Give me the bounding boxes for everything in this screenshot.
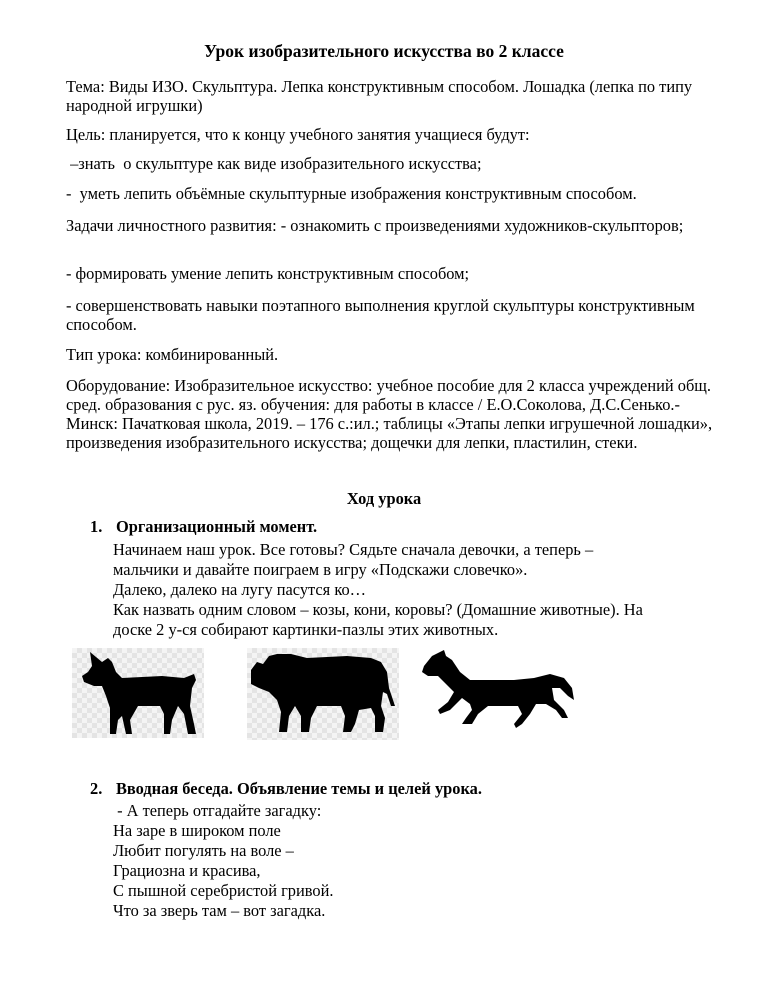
item-1-line: доске 2 у-ся собирают картинки-пазлы этих животных. xyxy=(113,620,499,639)
item-2-line: С пышной серебристой гривой. xyxy=(113,881,334,900)
item-2-heading: Вводная беседа. Объявление темы и целей урока. xyxy=(116,779,482,798)
goat-image xyxy=(72,648,204,738)
task-item-3: - совершенствовать навыки поэтапного выполнения круглой скульптуры конструктивным способом. xyxy=(66,296,695,334)
horse-image xyxy=(418,648,578,738)
horse-silhouette-icon xyxy=(418,648,578,738)
document-title: Урок изобразительного искусства во 2 классе xyxy=(204,41,564,61)
goal-item-2: - уметь лепить объёмные скульптурные изображения конструктивным способом. xyxy=(66,184,637,203)
goat-silhouette-icon xyxy=(72,648,204,738)
section-heading: Ход урока xyxy=(346,489,422,508)
theme-paragraph: Тема: Виды ИЗО. Скульптура. Лепка конструктивным способом. Лошадка (лепка по типу народной игрушки) xyxy=(66,77,693,115)
item-1-line: мальчики и давайте поиграем в игру «Подскажи словечко». xyxy=(113,560,528,579)
item-2-line: Грациозна и красива, xyxy=(113,861,261,880)
cow-image xyxy=(247,648,399,740)
item-1-line: Далеко, далеко на лугу пасутся ко… xyxy=(113,580,367,599)
item-1-line: Начинаем наш урок. Все готовы? Сядьте сначала девочки, а теперь – xyxy=(113,540,594,559)
item-2-number: 2. xyxy=(90,779,103,798)
goal-paragraph: Цель: планируется, что к концу учебного занятия учащиеся будут: xyxy=(66,125,530,144)
item-2-line: - А теперь отгадайте загадку: xyxy=(113,801,322,820)
task-item-2: - формировать умение лепить конструктивным способом; xyxy=(66,264,470,283)
goal-item-1: –знать о скульптуре как виде изобразительного искусства; xyxy=(66,154,482,173)
item-2-line: На заре в широком поле xyxy=(113,821,281,840)
item-1-heading: Организационный момент. xyxy=(116,517,318,536)
cow-silhouette-icon xyxy=(247,648,399,740)
item-2-line: Любит погулять на воле – xyxy=(113,841,294,860)
item-1-number: 1. xyxy=(90,517,103,536)
item-2-line: Что за зверь там – вот загадка. xyxy=(113,901,326,920)
tasks-paragraph: Задачи личностного развития: - ознакомить с произведениями художников-скульпторов; xyxy=(66,216,684,235)
item-1-line: Как назвать одним словом – козы, кони, коровы? (Домашние животные). На xyxy=(113,600,643,619)
lesson-type-paragraph: Тип урока: комбинированный. xyxy=(66,345,279,364)
equipment-paragraph: Оборудование: Изобразительное искусство: учебное пособие для 2 класса учреждений общ. сред. образования с рус. яз. обучения: для работы в классе / Е.О.Соколова, Д.С.Сенько.-Минск: Пачатковая школа, 2019. – 176 с.:ил.; таблицы «Этапы лепки игрушечной лошадки», произведения изобразительного искусства; дощечки для лепки, пластилин, стеки. xyxy=(66,376,713,452)
